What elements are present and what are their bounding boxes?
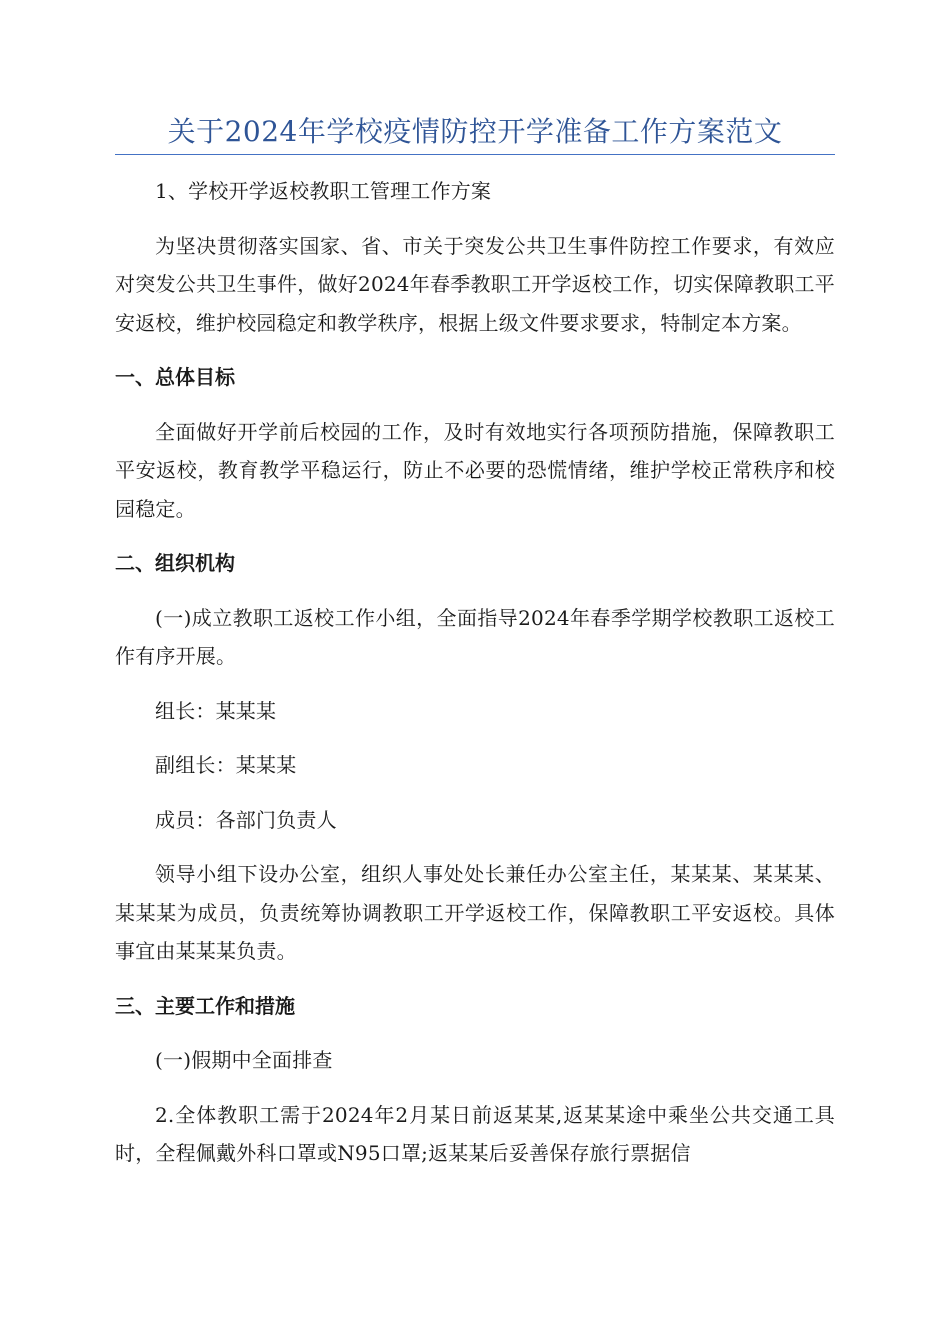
office-paragraph: 领导小组下设办公室，组织人事处处长兼任办公室主任，某某某、某某某、某某某为成员，负责统筹协调教职工开学返校工作，保障教职工平安返校。具体事宜由某某某负责。 <box>115 862 835 963</box>
organization-paragraph: (一)成立教职工返校工作小组，全面指导2024年春季学期学校教职工返校工作有序开展。 <box>115 605 835 668</box>
title-underline <box>115 154 835 155</box>
section-heading-measures: 三、主要工作和措施 <box>115 993 295 1018</box>
section-heading-organization: 二、组织机构 <box>115 551 235 575</box>
goals-paragraph: 全面做好开学前后校园的工作，及时有效地实行各项预防措施，保障教职工平安返校，教育教学平稳运行，防止不必要的恐慌情绪，维护学校正常秩序和校园稳定。 <box>115 419 835 521</box>
leader-line: 组长：某某某 <box>155 698 277 723</box>
section-heading-goals: 一、总体目标 <box>115 365 235 389</box>
holiday-check-line: (一)假期中全面排查 <box>155 1048 333 1072</box>
document-body <box>115 172 835 1189</box>
deputy-leader-line: 副组长：某某某 <box>155 753 297 777</box>
members-line: 成员：各部门负责人 <box>155 807 337 832</box>
document-title: 关于2024年学校疫情防控开学准备工作方案范文 <box>167 115 783 148</box>
intro-paragraph: 为坚决贯彻落实国家、省、市关于突发公共卫生事件防控工作要求，有效应对突发公共卫生事件，做好2024年春季教职工开学返校工作，切实保障教职工平安返校，维护校园稳定和教学秩序，根据上级文件要求要求，特制定本方案。 <box>115 233 835 335</box>
intro-heading-paragraph: 1、学校开学返校教职工管理工作方案 <box>155 179 492 203</box>
item-2-paragraph: 2.全体教职工需于2024年2月某日前返某某,返某某途中乘坐公共交通工具时，全程佩戴外科口罩或N95口罩;返某某后妥善保存旅行票据信 <box>115 1102 835 1165</box>
